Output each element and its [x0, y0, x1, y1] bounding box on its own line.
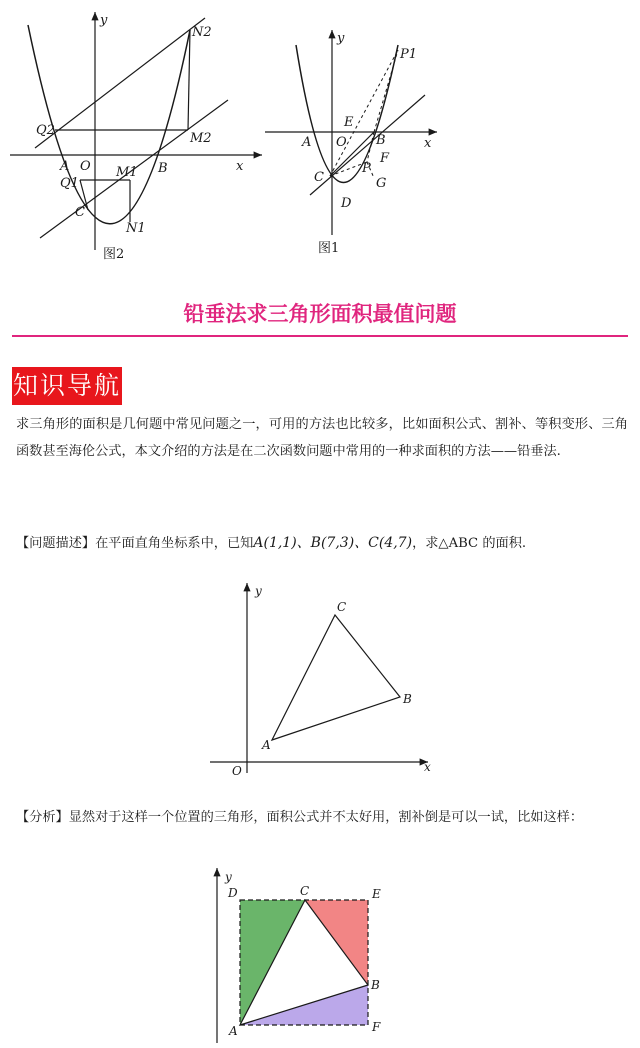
line-m2-n2 [188, 30, 190, 130]
line-q2-n2 [35, 18, 205, 148]
label-x-triangle: x [424, 760, 431, 774]
label-p1-fig1: P1 [400, 47, 418, 62]
label-e-fig1: E [344, 115, 354, 130]
label-m2: M2 [190, 131, 212, 146]
label-a: A [60, 159, 70, 174]
parabola-figure-2 [0, 0, 640, 270]
problem-suffix: ，求△ABC 的面积. [412, 536, 527, 551]
label-f-cut: F [372, 1020, 381, 1034]
triangle-abc [272, 615, 400, 740]
label-d-cut: D [228, 886, 238, 900]
problem-points: A(1,1)、B(7,3)、C(4,7) [253, 535, 413, 551]
analysis-paragraph: 【分析】显然对于这样一个位置的三角形，面积公式并不太好用，割补倒是可以一试，比如这样： [16, 810, 584, 825]
label-b: B [158, 161, 168, 176]
caption-figure-1: 图1 [318, 241, 340, 256]
label-o: O [80, 159, 91, 174]
label-o-triangle: O [232, 764, 242, 778]
caption-figure-2: 图2 [103, 247, 125, 262]
label-a-cut: A [229, 1024, 238, 1038]
label-x: x [236, 159, 244, 174]
problem-prefix: 【问题描述】在平面直角坐标系中，已知 [16, 536, 254, 551]
cut-fill-figure [0, 863, 640, 1048]
label-c-fig1: C [314, 170, 324, 185]
page-title: 铅垂法求三角形面积最值问题 [183, 302, 457, 326]
label-m1: M1 [116, 165, 138, 180]
label-b-fig1: B [376, 133, 386, 148]
label-y-triangle: y [255, 584, 262, 598]
line-bc-fig1 [310, 95, 425, 195]
label-c-triangle: C [337, 600, 347, 614]
section-badge: 知识导航 [12, 367, 122, 405]
label-q2: Q2 [36, 123, 55, 138]
problem-statement [16, 530, 628, 557]
label-e-cut: E [372, 887, 381, 901]
label-y: y [100, 13, 108, 28]
label-b-cut: B [371, 978, 380, 992]
label-o-fig1: O [336, 135, 347, 150]
label-p-fig1: P [362, 161, 371, 176]
label-n2: N2 [192, 25, 212, 40]
line-bp1-dashed [374, 50, 398, 132]
label-d-fig1: D [341, 196, 352, 211]
label-f-fig1: F [380, 151, 390, 166]
label-b-triangle: B [403, 692, 412, 706]
label-a-triangle: A [262, 738, 271, 752]
label-y-fig1: y [337, 31, 345, 46]
label-x-fig1: x [424, 136, 432, 151]
label-c: C [75, 205, 85, 220]
label-a-fig1: A [302, 135, 312, 150]
triangle-abc-figure [0, 575, 640, 795]
title-divider [12, 335, 628, 337]
label-n1: N1 [126, 221, 146, 236]
label-q1: Q1 [60, 176, 79, 191]
intro-paragraph: 求三角形的面积是几何题中常见问题之一，可用的方法也比较多，比如面积公式、割补、等积变形、三角函数甚至海伦公式，本文介绍的方法是在二次函数问题中常用的一种求面积的方法——铅垂法. [16, 417, 628, 459]
label-y-cut: y [225, 870, 232, 884]
label-c-cut: C [300, 884, 310, 898]
label-g-fig1: G [376, 176, 387, 191]
